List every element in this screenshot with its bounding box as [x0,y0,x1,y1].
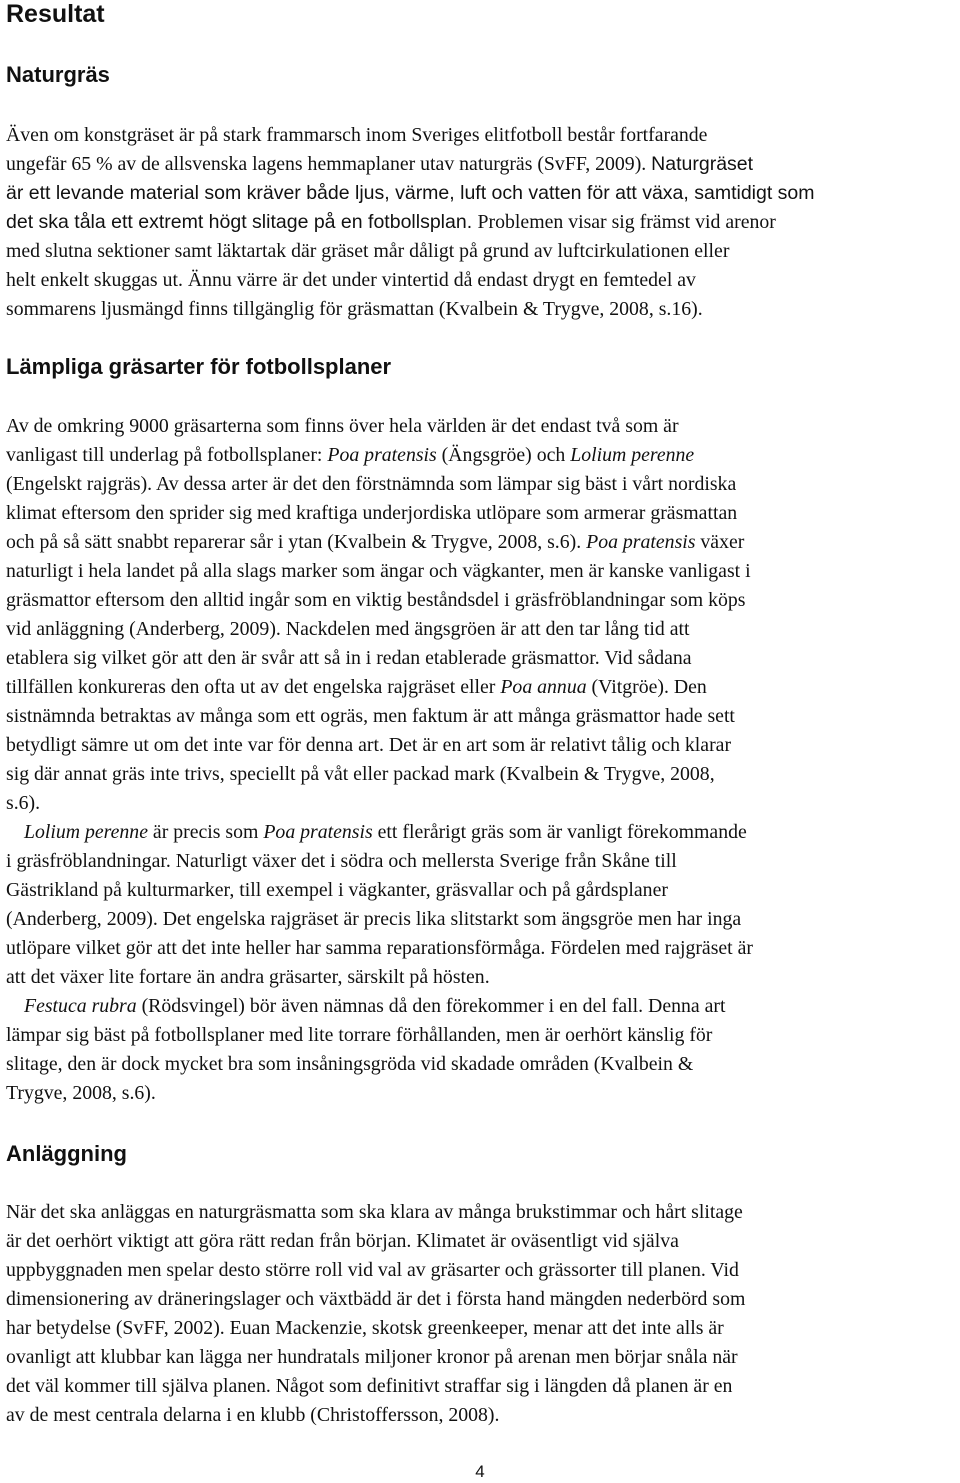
text-run: ovanligt att klubbar kan lägga ner hundratals miljoner kronor på arenan men börjar snåla när [6,1346,738,1368]
text-run: s.6). [6,792,41,814]
text-line [6,586,958,615]
text-line [6,266,958,295]
text-line [6,1314,958,1343]
italic-term: Poa annua [500,676,587,698]
text-line [6,150,958,179]
text-run: att det växer lite fortare än andra gräsarter, särskilt på hösten. [6,966,490,988]
text-line [6,1021,958,1050]
text-run: tillfällen konkureras den ofta ut av det engelska rajgräset eller [6,676,501,698]
page-number: 4 [475,1462,485,1481]
text-line [6,470,958,499]
text-line [6,702,958,731]
text-line [6,615,958,644]
text-run: sig där annat gräs inte trivs, speciellt på våt eller packad mark (Kvalbein & Trygve, 2008, [6,763,715,785]
text-line [6,847,958,876]
text-run: När det ska anläggas en naturgräsmatta som ska klara av många brukstimmar och hårt slitage [6,1201,743,1223]
text-run: Naturgräset [651,153,754,175]
text-run: naturligt i hela landet på alla slags marker som ängar och vägkanter, men är kanske vanligast i [6,560,751,582]
section-heading-naturgras: Naturgräs [6,62,110,87]
page-title: Resultat [6,0,105,28]
text-run: ett flerårigt gräs som är vanligt förekommande [372,821,747,843]
italic-term: Poa pratensis [263,821,373,843]
text-line [6,1343,958,1372]
text-run: växer [695,531,745,553]
text-run: slitage, den är dock mycket bra som insåningsgröda vid skadade områden (Kvalbein & [6,1053,694,1075]
text-run: är det oerhört viktigt att göra rätt redan från början. Klimatet är oväsentligt vid själva [6,1230,679,1252]
text-run: etablera sig vilket gör att den är svår att så in i redan etablerade gräsmattor. Vid sådana [6,647,692,669]
text-run: Trygve, 2008, s.6). [6,1082,156,1104]
text-run: i gräsfröblandningar. Naturligt växer det i södra och mellersta Sverige från Skåne till [6,850,677,872]
italic-term: Poa pratensis [586,531,696,553]
section-grasarter-paragraph-1 [6,412,958,818]
text-run: utlöpare vilket gör att det inte heller har samma reparationsförmåga. Fördelen med rajgräset är [6,937,753,959]
section-heading-anlaggning: Anläggning [6,1141,127,1166]
text-run: helt enkelt skuggas ut. [6,269,188,291]
italic-term: Lolium perenne [570,444,695,466]
text-run: Även om konstgräset är på stark frammarsch inom Sveriges elitfotboll består fortfarande [6,124,708,146]
text-line [6,441,958,470]
text-run: dimensionering av dräneringslager och växtbädd är det i första hand mängden nederbörd som [6,1288,746,1310]
italic-term: Lolium perenne [24,821,148,843]
text-run: av de mest centrala delarna i en klubb (Christoffersson, 2008). [6,1404,500,1426]
text-line [6,673,958,702]
section-grasarter-paragraph-3 [6,992,958,1108]
text-run: (Vitgröe). Den [586,676,707,698]
section-heading-grasarter: Lämpliga gräsarter för fotbollsplaner [6,354,392,379]
text-line [6,499,958,528]
text-run: det ska tåla ett extremt högt slitage på en fotbollsplan. [6,211,478,233]
text-line [6,1227,958,1256]
text-line [6,1372,958,1401]
text-line [6,760,958,789]
text-line [6,1285,958,1314]
text-run: klimat eftersom den sprider sig med kraftiga underjordiska utlöpare som armerar gräsmattan [6,502,738,524]
text-line [6,121,958,150]
text-line [6,731,958,760]
text-run: sommarens ljusmängd finns tillgänglig för gräsmattan (Kvalbein & Trygve, 2008, s.16). [6,298,703,320]
text-run: (Engelskt rajgräs). Av dessa arter är det den förstnämnda som lämpar sig bäst i vårt nordiska [6,473,737,495]
text-run: vanligast till underlag på fotbollsplaner: [6,444,328,466]
text-run: det väl kommer till själva planen. Något som definitivt straffar sig i längden då planen är en [6,1375,733,1397]
text-run: lämpar sig bäst på fotbollsplaner med lite torrare förhållanden, men är oerhört känslig för [6,1024,713,1046]
section-grasarter-paragraph-2 [6,818,958,992]
text-line [6,905,958,934]
text-run: vid anläggning (Anderberg, 2009). Nackdelen med ängsgröen är att den tar lång tid att [6,618,690,640]
italic-term: Poa pratensis [327,444,437,466]
text-line [6,876,958,905]
text-run: med slutna sektioner samt läktartak där gräset mår dåligt på grund av luftcirkulationen eller [6,240,730,262]
text-run: Problemen visar sig främst vid arenor [477,211,776,233]
text-line [6,1050,958,1079]
text-run: gräsmattor eftersom den alltid ingår som en viktig beståndsdel i gräsfröblandningar som köps [6,589,746,611]
text-line [6,179,958,208]
text-line [6,208,958,237]
text-line [6,1198,958,1227]
text-line [6,295,958,324]
text-line [6,934,958,963]
text-run: (Ängsgröe) och [436,444,571,466]
text-line [6,992,958,1021]
text-run: (Rödsvingel) bör även nämnas då den förekommer i en del fall. Denna art [136,995,726,1017]
text-line [6,557,958,586]
text-line [6,644,958,673]
text-line [6,412,958,441]
text-run: är ett levande material som kräver både ljus, värme, luft och vatten för att växa, samtidigt som [6,182,815,204]
text-line [6,1079,958,1108]
text-run: är precis som [147,821,264,843]
italic-term: Festuca rubra [24,995,137,1017]
text-line [6,237,958,266]
text-line [6,1256,958,1285]
text-run: sistnämnda betraktas av många som ett ogräs, men faktum är att många gräsmattor hade sett [6,705,735,727]
text-run: ungefär 65 % av de allsvenska lagens hemmaplaner utav naturgräs (SvFF, 2009). [6,153,652,175]
text-line [6,528,958,557]
text-run: Gästrikland på kulturmarker, till exempel i vägkanter, gräsvallar och på gårdsplaner [6,879,668,901]
text-run: Av de omkring 9000 gräsarterna som finns över hela världen är det endast två som är [6,415,679,437]
text-run: uppbyggnaden men spelar desto större roll vid val av gräsarter och grässorter till planen. Vid [6,1259,739,1281]
text-run: har betydelse (SvFF, 2002). Euan Mackenzie, skotsk greenkeeper, menar att det inte alls är [6,1317,724,1339]
text-line [6,789,958,818]
text-line [6,818,958,847]
section-anlaggning-paragraph [6,1198,958,1430]
text-line [6,963,958,992]
section-naturgras-paragraph [6,121,958,324]
text-run: och på så sätt snabbt reparerar sår i ytan (Kvalbein & Trygve, 2008, s.6). [6,531,587,553]
text-run: betydligt sämre ut om det inte var för denna art. Det är en art som är relativt tålig och klarar [6,734,732,756]
text-line [6,1401,958,1430]
text-run: (Anderberg, 2009). Det engelska rajgräset är precis lika slitstarkt som ängsgröe men har inga [6,908,742,930]
text-run: Ännu värre är det under vintertid då endast drygt en femtedel av [187,269,696,291]
